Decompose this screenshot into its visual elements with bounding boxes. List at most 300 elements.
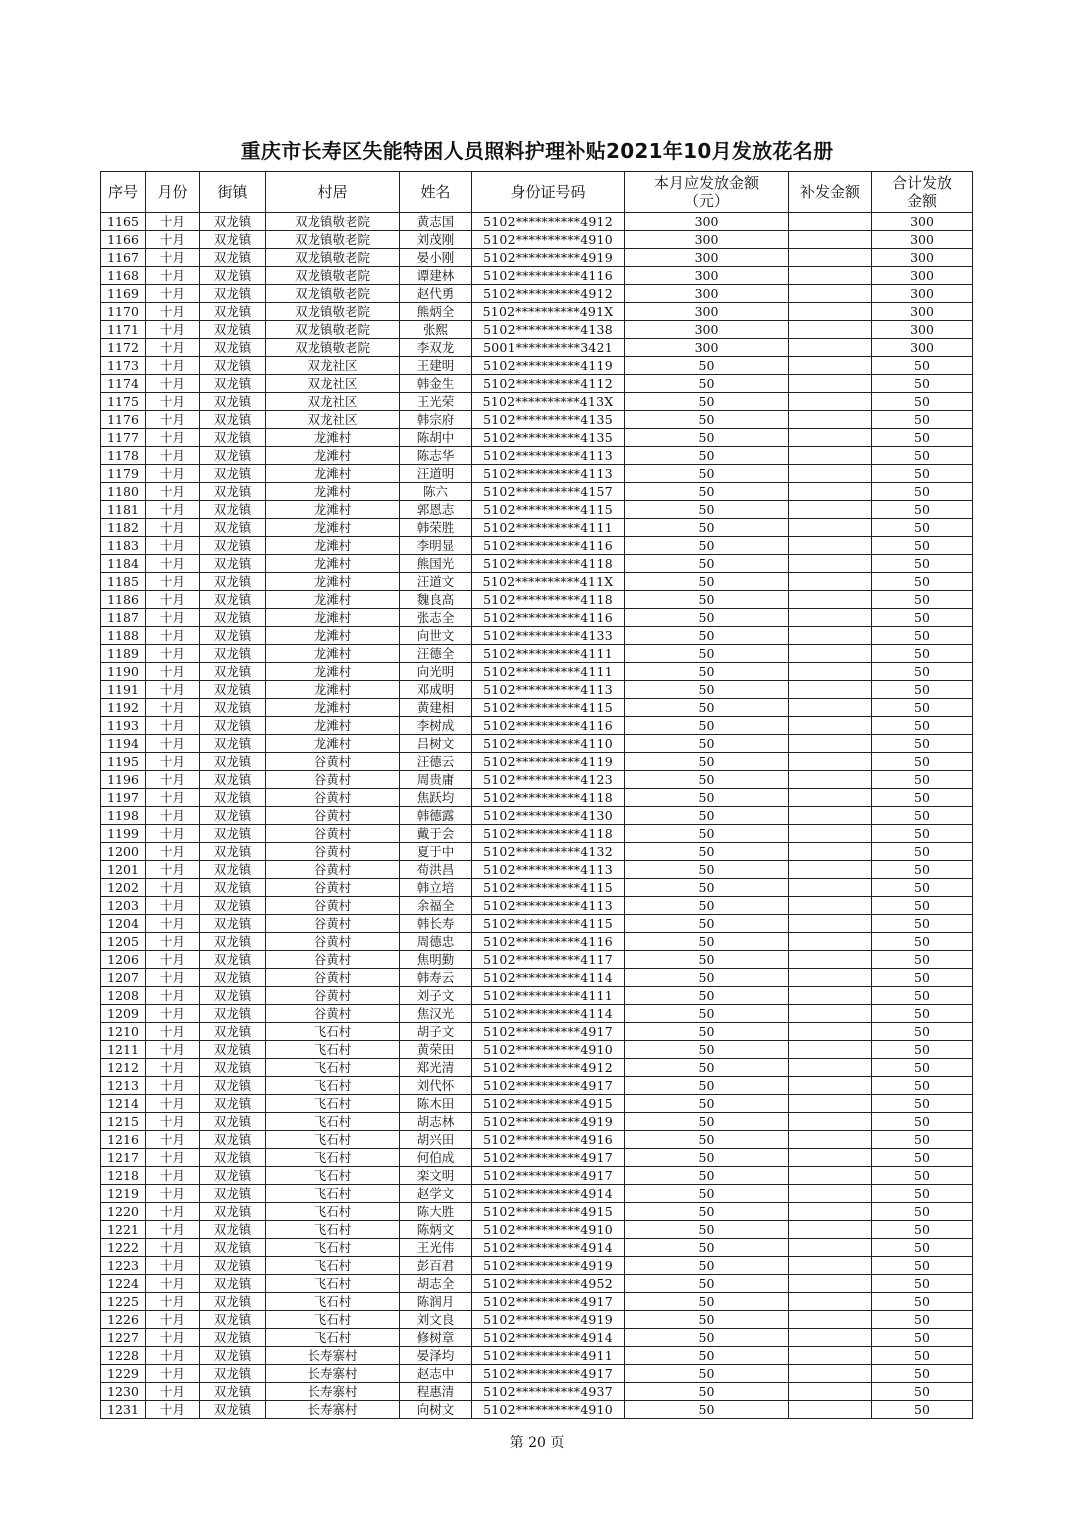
cell-id: 5102**********4138 [472, 321, 625, 339]
cell-supp [789, 699, 872, 717]
cell-month: 十月 [146, 915, 200, 933]
cell-name: 赵学文 [400, 1185, 472, 1203]
cell-village: 谷黄村 [266, 825, 400, 843]
cell-total: 50 [872, 627, 973, 645]
table-row [101, 897, 973, 915]
cell-due: 50 [625, 573, 789, 591]
cell-total: 50 [872, 1293, 973, 1311]
cell-supp [789, 501, 872, 519]
cell-month: 十月 [146, 1311, 200, 1329]
cell-supp [789, 213, 872, 231]
cell-month: 十月 [146, 1095, 200, 1113]
table-row [101, 645, 973, 663]
cell-supp [789, 735, 872, 753]
cell-name: 晏小刚 [400, 249, 472, 267]
cell-month: 十月 [146, 1365, 200, 1383]
cell-due: 300 [625, 321, 789, 339]
cell-total: 300 [872, 339, 973, 357]
cell-supp [789, 1203, 872, 1221]
cell-name: 余福全 [400, 897, 472, 915]
cell-id: 5102**********4118 [472, 789, 625, 807]
cell-supp [789, 1005, 872, 1023]
cell-id: 5102**********4118 [472, 591, 625, 609]
cell-seq: 1175 [101, 393, 146, 411]
cell-name: 李明显 [400, 537, 472, 555]
cell-due: 50 [625, 465, 789, 483]
cell-seq: 1223 [101, 1257, 146, 1275]
cell-supp [789, 1131, 872, 1149]
cell-seq: 1199 [101, 825, 146, 843]
cell-village: 龙滩村 [266, 735, 400, 753]
cell-seq: 1189 [101, 645, 146, 663]
table-row [101, 1185, 973, 1203]
cell-month: 十月 [146, 1185, 200, 1203]
cell-total: 50 [872, 771, 973, 789]
roster-table [100, 171, 973, 1419]
cell-village: 双龙镇敬老院 [266, 231, 400, 249]
cell-total: 50 [872, 555, 973, 573]
cell-name: 王光伟 [400, 1239, 472, 1257]
table-row [101, 285, 973, 303]
cell-village: 龙滩村 [266, 609, 400, 627]
cell-id: 5102**********4917 [472, 1023, 625, 1041]
cell-village: 飞石村 [266, 1203, 400, 1221]
cell-name: 熊国光 [400, 555, 472, 573]
cell-name: 戴于会 [400, 825, 472, 843]
cell-name: 陈六 [400, 483, 472, 501]
cell-supp [789, 609, 872, 627]
cell-id: 5102**********4111 [472, 645, 625, 663]
cell-village: 飞石村 [266, 1149, 400, 1167]
header-amount-due [625, 172, 789, 213]
cell-town: 双龙镇 [200, 861, 266, 879]
cell-id: 5102**********4118 [472, 555, 625, 573]
cell-supp [789, 771, 872, 789]
cell-town: 双龙镇 [200, 1059, 266, 1077]
cell-supp [789, 1311, 872, 1329]
cell-village: 飞石村 [266, 1059, 400, 1077]
cell-due: 300 [625, 285, 789, 303]
cell-supp [789, 285, 872, 303]
cell-town: 双龙镇 [200, 465, 266, 483]
cell-supp [789, 825, 872, 843]
cell-village: 谷黄村 [266, 987, 400, 1005]
cell-id: 5102**********4132 [472, 843, 625, 861]
cell-supp [789, 321, 872, 339]
cell-supp [789, 1149, 872, 1167]
cell-village: 谷黄村 [266, 1005, 400, 1023]
cell-id: 5102**********4919 [472, 1113, 625, 1131]
cell-town: 双龙镇 [200, 429, 266, 447]
cell-name: 晏泽均 [400, 1347, 472, 1365]
cell-supp [789, 897, 872, 915]
cell-total: 50 [872, 1401, 973, 1419]
cell-village: 飞石村 [266, 1167, 400, 1185]
cell-month: 十月 [146, 303, 200, 321]
cell-village: 龙滩村 [266, 663, 400, 681]
cell-total: 50 [872, 969, 973, 987]
cell-town: 双龙镇 [200, 951, 266, 969]
cell-total: 50 [872, 1365, 973, 1383]
header-total [872, 172, 973, 213]
cell-town: 双龙镇 [200, 1203, 266, 1221]
table-row [101, 483, 973, 501]
table-row [101, 681, 973, 699]
cell-total: 50 [872, 807, 973, 825]
cell-due: 50 [625, 807, 789, 825]
cell-total: 300 [872, 303, 973, 321]
cell-id: 5102**********4113 [472, 897, 625, 915]
cell-name: 修树章 [400, 1329, 472, 1347]
cell-supp [789, 1113, 872, 1131]
cell-total: 50 [872, 1185, 973, 1203]
cell-month: 十月 [146, 483, 200, 501]
cell-seq: 1226 [101, 1311, 146, 1329]
cell-due: 50 [625, 483, 789, 501]
cell-due: 50 [625, 393, 789, 411]
cell-village: 谷黄村 [266, 879, 400, 897]
cell-town: 双龙镇 [200, 375, 266, 393]
cell-month: 十月 [146, 1113, 200, 1131]
table-row [101, 1293, 973, 1311]
cell-total: 50 [872, 1113, 973, 1131]
cell-month: 十月 [146, 609, 200, 627]
table-row [101, 267, 973, 285]
cell-seq: 1195 [101, 753, 146, 771]
cell-village: 谷黄村 [266, 933, 400, 951]
cell-seq: 1213 [101, 1077, 146, 1095]
cell-id: 5102**********4912 [472, 1059, 625, 1077]
cell-town: 双龙镇 [200, 1401, 266, 1419]
cell-supp [789, 1221, 872, 1239]
table-row [101, 519, 973, 537]
cell-supp [789, 1023, 872, 1041]
cell-month: 十月 [146, 339, 200, 357]
cell-total: 50 [872, 1059, 973, 1077]
cell-due: 50 [625, 1113, 789, 1131]
cell-town: 双龙镇 [200, 843, 266, 861]
cell-village: 飞石村 [266, 1023, 400, 1041]
cell-supp [789, 933, 872, 951]
cell-total: 50 [872, 1131, 973, 1149]
cell-name: 魏良高 [400, 591, 472, 609]
cell-supp [789, 717, 872, 735]
cell-supp [789, 1275, 872, 1293]
cell-id: 5102**********4110 [472, 735, 625, 753]
cell-due: 50 [625, 411, 789, 429]
cell-village: 谷黄村 [266, 753, 400, 771]
cell-month: 十月 [146, 1167, 200, 1185]
table-row [101, 663, 973, 681]
cell-id: 5102**********4952 [472, 1275, 625, 1293]
cell-id: 5102**********4116 [472, 717, 625, 735]
cell-seq: 1214 [101, 1095, 146, 1113]
cell-supp [789, 645, 872, 663]
cell-month: 十月 [146, 897, 200, 915]
table-row [101, 1167, 973, 1185]
cell-id: 5102**********4133 [472, 627, 625, 645]
cell-seq: 1181 [101, 501, 146, 519]
cell-month: 十月 [146, 1059, 200, 1077]
cell-month: 十月 [146, 537, 200, 555]
cell-supp [789, 555, 872, 573]
cell-total: 50 [872, 537, 973, 555]
cell-name: 汪德云 [400, 753, 472, 771]
cell-due: 50 [625, 1185, 789, 1203]
cell-seq: 1170 [101, 303, 146, 321]
cell-month: 十月 [146, 753, 200, 771]
header-supplement: 补发金额 [789, 172, 872, 213]
cell-month: 十月 [146, 1401, 200, 1419]
cell-due: 50 [625, 1401, 789, 1419]
cell-id: 5102**********4910 [472, 1041, 625, 1059]
cell-seq: 1185 [101, 573, 146, 591]
cell-village: 龙滩村 [266, 465, 400, 483]
cell-id: 5102**********4919 [472, 1311, 625, 1329]
cell-town: 双龙镇 [200, 267, 266, 285]
table-row [101, 1311, 973, 1329]
cell-month: 十月 [146, 429, 200, 447]
cell-seq: 1166 [101, 231, 146, 249]
cell-seq: 1182 [101, 519, 146, 537]
cell-name: 焦汉光 [400, 1005, 472, 1023]
cell-village: 双龙社区 [266, 375, 400, 393]
cell-id: 5102**********4915 [472, 1203, 625, 1221]
cell-seq: 1187 [101, 609, 146, 627]
cell-village: 双龙社区 [266, 357, 400, 375]
cell-total: 50 [872, 429, 973, 447]
cell-village: 飞石村 [266, 1131, 400, 1149]
cell-town: 双龙镇 [200, 609, 266, 627]
cell-month: 十月 [146, 627, 200, 645]
table-row [101, 213, 973, 231]
cell-supp [789, 1239, 872, 1257]
cell-seq: 1207 [101, 969, 146, 987]
cell-month: 十月 [146, 1041, 200, 1059]
table-row [101, 1059, 973, 1077]
cell-seq: 1222 [101, 1239, 146, 1257]
cell-town: 双龙镇 [200, 1077, 266, 1095]
cell-name: 赵代勇 [400, 285, 472, 303]
cell-total: 50 [872, 861, 973, 879]
cell-total: 50 [872, 1041, 973, 1059]
cell-village: 飞石村 [266, 1239, 400, 1257]
cell-village: 谷黄村 [266, 789, 400, 807]
cell-name: 王光荣 [400, 393, 472, 411]
cell-village: 长寿寨村 [266, 1365, 400, 1383]
cell-town: 双龙镇 [200, 969, 266, 987]
cell-town: 双龙镇 [200, 1329, 266, 1347]
cell-id: 5102**********4119 [472, 357, 625, 375]
cell-id: 5102**********4917 [472, 1167, 625, 1185]
cell-name: 刘茂刚 [400, 231, 472, 249]
cell-month: 十月 [146, 825, 200, 843]
cell-id: 5102**********4915 [472, 1095, 625, 1113]
cell-supp [789, 357, 872, 375]
cell-supp [789, 987, 872, 1005]
cell-village: 飞石村 [266, 1113, 400, 1131]
cell-town: 双龙镇 [200, 1023, 266, 1041]
cell-total: 50 [872, 609, 973, 627]
table-row [101, 1023, 973, 1041]
cell-village: 龙滩村 [266, 591, 400, 609]
cell-village: 龙滩村 [266, 501, 400, 519]
cell-seq: 1217 [101, 1149, 146, 1167]
table-row [101, 1203, 973, 1221]
header-name: 姓名 [400, 172, 472, 213]
table-row [101, 1347, 973, 1365]
cell-name: 胡子文 [400, 1023, 472, 1041]
cell-due: 50 [625, 591, 789, 609]
cell-name: 韩立培 [400, 879, 472, 897]
cell-seq: 1228 [101, 1347, 146, 1365]
cell-town: 双龙镇 [200, 825, 266, 843]
cell-village: 飞石村 [266, 1077, 400, 1095]
cell-due: 50 [625, 1221, 789, 1239]
cell-due: 50 [625, 825, 789, 843]
cell-seq: 1219 [101, 1185, 146, 1203]
table-row [101, 1131, 973, 1149]
cell-town: 双龙镇 [200, 285, 266, 303]
table-row [101, 249, 973, 267]
cell-village: 龙滩村 [266, 681, 400, 699]
cell-supp [789, 375, 872, 393]
cell-name: 汪德全 [400, 645, 472, 663]
cell-total: 50 [872, 915, 973, 933]
cell-name: 赵志中 [400, 1365, 472, 1383]
cell-id: 5102**********4912 [472, 213, 625, 231]
cell-village: 谷黄村 [266, 915, 400, 933]
cell-town: 双龙镇 [200, 573, 266, 591]
cell-name: 张志全 [400, 609, 472, 627]
cell-village: 龙滩村 [266, 429, 400, 447]
cell-month: 十月 [146, 1023, 200, 1041]
cell-month: 十月 [146, 771, 200, 789]
cell-supp [789, 465, 872, 483]
cell-town: 双龙镇 [200, 555, 266, 573]
cell-name: 焦跃均 [400, 789, 472, 807]
cell-total: 50 [872, 789, 973, 807]
table-row [101, 753, 973, 771]
cell-total: 50 [872, 465, 973, 483]
cell-village: 双龙社区 [266, 393, 400, 411]
cell-village: 双龙镇敬老院 [266, 339, 400, 357]
cell-month: 十月 [146, 1131, 200, 1149]
table-row [101, 303, 973, 321]
cell-town: 双龙镇 [200, 447, 266, 465]
table-row [101, 735, 973, 753]
cell-id: 5102**********4114 [472, 1005, 625, 1023]
cell-id: 5001**********3421 [472, 339, 625, 357]
cell-town: 双龙镇 [200, 699, 266, 717]
cell-name: 苟洪昌 [400, 861, 472, 879]
cell-name: 郭恩志 [400, 501, 472, 519]
cell-seq: 1203 [101, 897, 146, 915]
cell-name: 刘子文 [400, 987, 472, 1005]
cell-supp [789, 753, 872, 771]
cell-id: 5102**********4910 [472, 231, 625, 249]
table-row [101, 1041, 973, 1059]
cell-supp [789, 447, 872, 465]
cell-due: 50 [625, 933, 789, 951]
cell-total: 50 [872, 645, 973, 663]
table-row [101, 411, 973, 429]
cell-due: 50 [625, 753, 789, 771]
cell-town: 双龙镇 [200, 735, 266, 753]
cell-town: 双龙镇 [200, 411, 266, 429]
cell-supp [789, 915, 872, 933]
cell-due: 300 [625, 303, 789, 321]
cell-name: 何伯成 [400, 1149, 472, 1167]
cell-id: 5102**********4910 [472, 1401, 625, 1419]
cell-seq: 1169 [101, 285, 146, 303]
cell-total: 50 [872, 735, 973, 753]
page-number: 第 20 页 [509, 1435, 565, 1451]
table-row [101, 429, 973, 447]
table-row [101, 627, 973, 645]
cell-id: 5102**********4113 [472, 447, 625, 465]
cell-seq: 1229 [101, 1365, 146, 1383]
cell-total: 50 [872, 1203, 973, 1221]
cell-name: 陈润月 [400, 1293, 472, 1311]
cell-due: 50 [625, 555, 789, 573]
table-row [101, 807, 973, 825]
cell-village: 双龙镇敬老院 [266, 213, 400, 231]
cell-due: 50 [625, 1131, 789, 1149]
header-amount-due-line2: （元） [683, 192, 729, 210]
cell-name: 熊炳全 [400, 303, 472, 321]
cell-supp [789, 879, 872, 897]
cell-total: 50 [872, 1005, 973, 1023]
cell-total: 50 [872, 1275, 973, 1293]
cell-village: 飞石村 [266, 1329, 400, 1347]
cell-name: 韩长寿 [400, 915, 472, 933]
cell-village: 龙滩村 [266, 573, 400, 591]
cell-supp [789, 393, 872, 411]
cell-village: 龙滩村 [266, 645, 400, 663]
cell-supp [789, 627, 872, 645]
cell-total: 50 [872, 591, 973, 609]
cell-supp [789, 591, 872, 609]
cell-total: 50 [872, 753, 973, 771]
cell-town: 双龙镇 [200, 645, 266, 663]
cell-id: 5102**********4116 [472, 267, 625, 285]
cell-total: 50 [872, 1311, 973, 1329]
cell-seq: 1211 [101, 1041, 146, 1059]
cell-month: 十月 [146, 1149, 200, 1167]
cell-due: 50 [625, 1095, 789, 1113]
cell-supp [789, 1329, 872, 1347]
header-amount-due-line1: 本月应发放金额 [653, 174, 759, 192]
cell-supp [789, 411, 872, 429]
cell-due: 50 [625, 969, 789, 987]
header-total-line1: 合计发放 [891, 174, 952, 192]
cell-village: 飞石村 [266, 1257, 400, 1275]
cell-id: 5102**********4135 [472, 429, 625, 447]
table-row [101, 861, 973, 879]
cell-supp [789, 1401, 872, 1419]
cell-month: 十月 [146, 375, 200, 393]
cell-supp [789, 537, 872, 555]
cell-due: 50 [625, 645, 789, 663]
cell-village: 龙滩村 [266, 555, 400, 573]
cell-total: 50 [872, 1077, 973, 1095]
header-id-number: 身份证号码 [472, 172, 625, 213]
cell-supp [789, 1095, 872, 1113]
cell-total: 50 [872, 717, 973, 735]
cell-due: 50 [625, 951, 789, 969]
cell-seq: 1224 [101, 1275, 146, 1293]
